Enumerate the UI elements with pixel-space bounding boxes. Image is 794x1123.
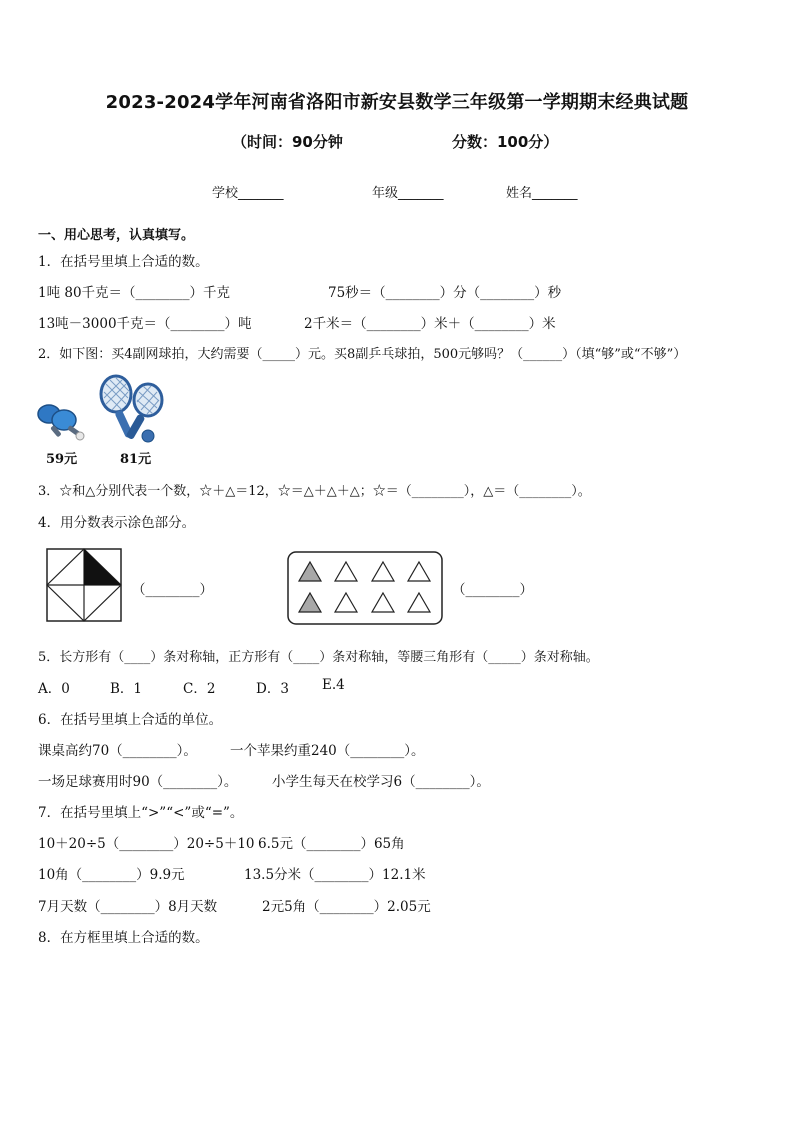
q4-stem: 4．用分数表示涂色部分。 bbox=[38, 515, 196, 531]
q2-stem: 2．如下图：买4副网球拍，大约需要（_____）元。买8副乒乓球拍，500元够吗？（______）（填“够”或“不够”） bbox=[38, 347, 687, 362]
name-field: 姓名_______ bbox=[506, 186, 578, 201]
q7-e: 7月天数（________）8月天数 bbox=[38, 899, 218, 915]
q5-option-c: C．2 bbox=[183, 681, 216, 697]
q5-stem: 5．长方形有（____）条对称轴，正方形有（____）条对称轴，等腰三角形有（_____）条对称轴。 bbox=[38, 650, 599, 665]
grade-field: 年级_______ bbox=[372, 186, 444, 201]
q6-b: 一个苹果约重240（________）。 bbox=[230, 743, 425, 759]
q6-c: 一场足球赛用时90（________）。 bbox=[38, 774, 238, 790]
square-fraction-figure bbox=[46, 548, 124, 624]
q5-option-a: A．0 bbox=[38, 681, 70, 697]
q4-blank-2: （________） bbox=[452, 582, 533, 598]
triangles-fraction-figure bbox=[287, 551, 443, 625]
q7-a: 10＋20÷5（________）20÷5＋10 bbox=[38, 836, 255, 852]
q5-option-e: E.4 bbox=[322, 677, 345, 693]
q6-d: 小学生每天在校学习6（________）。 bbox=[272, 774, 490, 790]
q1-b: 75秒＝（________）分（________）秒 bbox=[328, 285, 562, 301]
page-title: 2023-2024学年河南省洛阳市新安县数学三年级第一学期期末经典试题 bbox=[105, 92, 689, 113]
q3-stem: 3．☆和△分别代表一个数，☆＋△＝12，☆＝△＋△＋△；☆＝（________），△＝（________）。 bbox=[38, 484, 591, 499]
price-label-tennis: 81元 bbox=[120, 452, 152, 467]
section-heading: 一、用心思考，认真填写。 bbox=[38, 228, 195, 243]
q6-stem: 6．在括号里填上合适的单位。 bbox=[38, 712, 223, 728]
q7-f: 2元5角（________）2.05元 bbox=[262, 899, 431, 915]
q7-c: 10角（________）9.9元 bbox=[38, 867, 185, 883]
q1-c: 13吨－3000千克＝（________）吨 bbox=[38, 316, 252, 332]
q1-a: 1吨 80千克＝（________）千克 bbox=[38, 285, 231, 301]
q6-a: 课桌高约70（________）。 bbox=[38, 743, 197, 759]
q5-option-b: B．1 bbox=[110, 681, 143, 697]
q1-stem: 1．在括号里填上合适的数。 bbox=[38, 254, 209, 270]
q8-stem: 8．在方框里填上合适的数。 bbox=[38, 930, 209, 946]
q7-b: 6.5元（________）65角 bbox=[258, 836, 405, 852]
exam-time: （时间：90分钟 bbox=[232, 133, 343, 151]
ping-pong-paddles-icon bbox=[34, 398, 90, 446]
q7-stem: 7．在括号里填上“>”“<”或“=”。 bbox=[38, 805, 244, 821]
school-field: 学校_______ bbox=[212, 186, 284, 201]
q7-d: 13.5分米（________）12.1米 bbox=[244, 867, 426, 883]
q4-blank-1: （________） bbox=[132, 582, 213, 598]
tennis-rackets-icon bbox=[96, 374, 170, 446]
q5-option-d: D．3 bbox=[256, 681, 289, 697]
exam-score: 分数：100分） bbox=[452, 133, 559, 151]
q1-d: 2千米＝（________）米＋（________）米 bbox=[304, 316, 556, 332]
price-label-ping-pong: 59元 bbox=[46, 452, 78, 467]
